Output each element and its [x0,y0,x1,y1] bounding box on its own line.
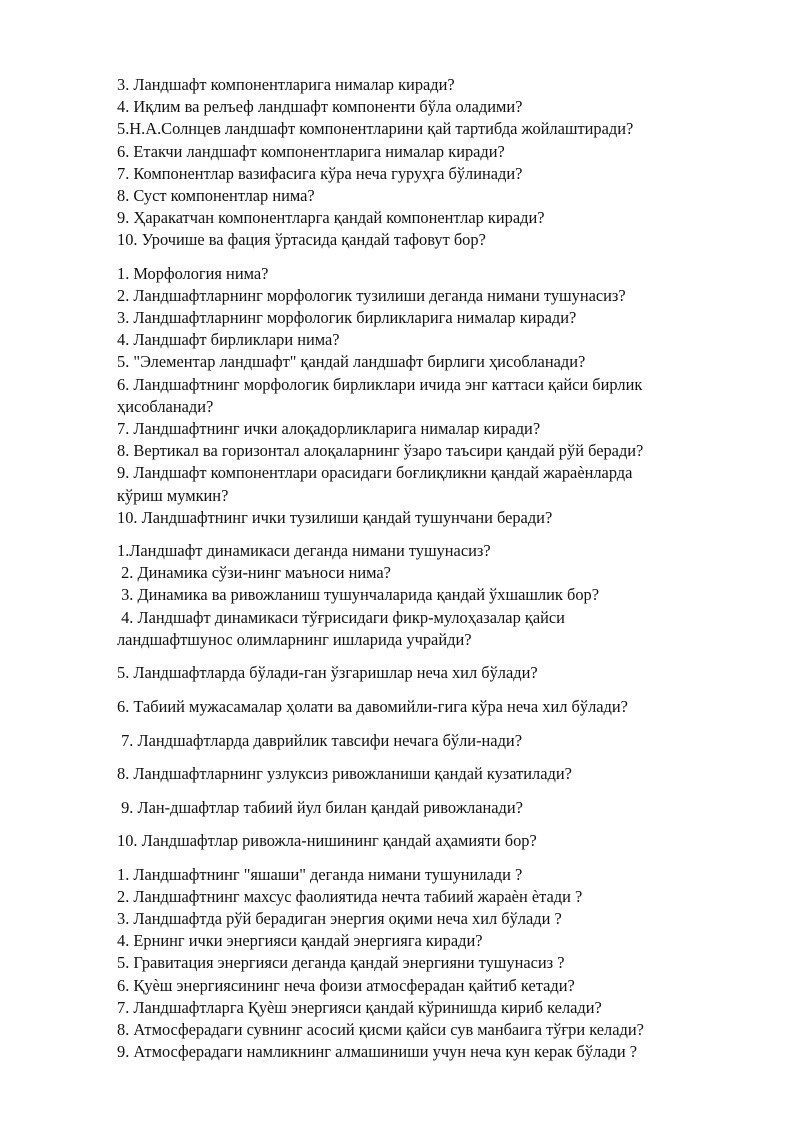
question-line: 4. Ландшафт динамикаси тўғрисидаги фикр-мулоҳазалар қайси [117,607,565,627]
question-line: ҳисобланади? [117,396,214,416]
question-line: 6. Етакчи ландшафт компонентларига нималар киради? [117,141,505,161]
question-line: 4. Иқлим ва релъеф ландшафт компоненти бўла оладими? [117,97,523,117]
question-line: 1. Морфология нима? [117,263,269,283]
question-line: 2. Ландшафтларнинг морфологик тузилиши деганда нимани тушунасиз? [117,285,626,305]
question-line: 10. Ландшафтнинг ички тузилиши қандай тушунчани беради? [117,507,553,527]
question-section-components [117,74,737,252]
question-section-morphology [117,263,737,529]
question-line: 4. Ландшафт бирликлари нима? [117,330,340,350]
question-line: 6. Табиий мужасамалар ҳолати ва давомийли-гига кўра неча хил бўлади? [117,697,628,717]
question-line: ландшафтшунос олимларнинг ишларида учрайди? [117,629,472,649]
question-line: 3. Ландшафтларнинг морфологик бирликларига нималар киради? [117,308,577,328]
question-line: 9. Ландшафт компонентлари орасидаги боғлиқликни қандай жараѐнларда [117,463,633,483]
question-line: 5.Н.А.Солнцев ландшафт компонентларини қай тартибда жойлаштиради? [117,119,634,139]
question-line: 5. Гравитация энергияси деганда қандай энергияни тушунасиз ? [117,953,565,973]
question-line: 7. Ландшафтнинг ички алоқадорликларига нималар киради? [117,419,541,439]
question-line: 4. Ернинг ички энергияси қандай энергияга киради? [117,931,483,951]
question-section-development [117,651,737,853]
question-line: 10. Урочише ва фация ўртасида қандай тафовут бор? [117,230,486,250]
question-line: 1. Ландшафтнинг "яшаши" деганда нимани тушунилади ? [117,864,523,884]
question-line: 7. Ландшафтларга Қуѐш энергияси қандай кўринишда кириб келади? [117,997,602,1017]
question-line: 2. Динамика сўзи-нинг маъноси нима? [117,563,391,583]
question-line: 5. "Элементар ландшафт" қандай ландшафт бирлиги ҳисобланади? [117,352,586,372]
question-line: 1.Ландшафт динамикаси деганда нимани тушунасиз? [117,541,491,561]
question-line: кўриш мумкин? [117,485,229,505]
question-line: 10. Ландшафтлар ривожла-нишининг қандай аҳамияти бор? [117,831,537,851]
question-line: 5. Ландшафтларда бўлади-ган ўзгаришлар неча хил бўлади? [117,663,538,683]
question-line: 8. Вертикал ва горизонтал алоқаларнинг ўзаро таъсири қандай рўй беради? [117,441,644,461]
question-section-dynamics [117,540,737,651]
question-line: 8. Атмосферадаги сувнинг асосий қисми қайси сув манбаига тўғри келади? [117,1020,644,1040]
question-line: 8. Ландшафтларнинг узлуксиз ривожланиши қандай кузатилади? [117,764,572,784]
question-line: 6. Ландшафтнинг морфологик бирликлари ичида энг каттаси қайси бирлик [117,374,643,394]
question-line: 7. Ландшафтларда даврийлик тавсифи нечага бўли-нади? [117,730,522,750]
question-line: 3. Ландшафт компонентларига нималар киради? [117,75,455,94]
question-line: 8. Суст компонентлар нима? [117,186,315,206]
question-section-energy [117,864,737,1064]
question-line: 6. Қуѐш энергиясининг неча фоизи атмосферадан қайтиб кетади? [117,975,575,995]
question-line: 3. Ландшафтда рўй берадиган энергия оқими неча хил бўлади ? [117,909,562,929]
question-line: 9. Лан-дшафтлар табиий йул билан қандай ривожланади? [117,797,523,817]
question-line: 9. Атмосферадаги намликнинг алмашиниши учун неча кун керак бўлади ? [117,1042,638,1062]
question-line: 3. Динамика ва ривожланиш тушунчаларида қандай ўхшашлик бор? [117,585,599,605]
question-line: 7. Компонентлар вазифасига кўра неча гуруҳга бўлинади? [117,163,523,183]
question-line: 2. Ландшафтнинг махсус фаолиятида нечта табиий жараѐн ѐтади ? [117,886,583,906]
document-page [117,74,737,1063]
question-line: 9. Ҳаракатчан компонентларга қандай компонентлар киради? [117,208,545,228]
